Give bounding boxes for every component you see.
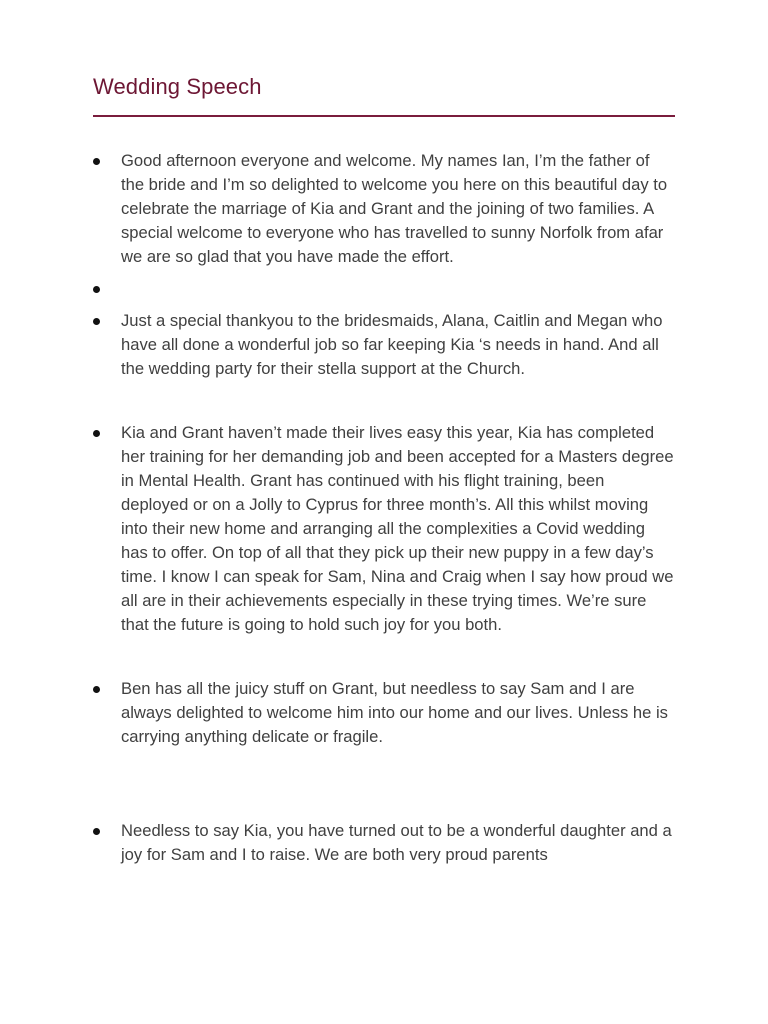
list-item-achievements [93,421,675,637]
paragraph-text: Just a special thankyou to the bridesmaids, Alana, Caitlin and Megan who have all done a wonderful job so far keeping Kia ‘s needs in hand. And all the wedding party for their stella support at the Church. [121,311,663,378]
list-item-welcome [93,149,675,269]
bullet-icon [93,286,100,293]
title-underline-divider [93,115,675,117]
paragraph-text: Needless to say Kia, you have turned out to be a wonderful daughter and a joy for Sam and I to raise. We are both very proud parents [121,821,672,864]
list-item-kia [93,819,675,867]
document-title: Wedding Speech [93,74,262,99]
bullet-icon [93,158,100,165]
bullet-icon [93,828,100,835]
paragraph-text: Good afternoon everyone and welcome. My names Ian, I’m the father of the bride and I’m so delighted to welcome you here on this beautiful day to celebrate the marriage of Kia and Grant and the joining of two families. A special welcome to everyone who has travelled to sunny Norfolk from afar we are so glad that you have made the effort. [121,151,668,266]
paragraph-text: Kia and Grant haven’t made their lives easy this year, Kia has completed her training for her demanding job and been accepted for a Masters degree in Mental Health. Grant has continued with his flight training, been deployed or on a Jolly to Cyprus for three month’s. All this whilst moving into their new home and arranging all the complexities a Covid wedding has to offer. On top of all that they pick up their new puppy in a few day’s time. I know I can speak for Sam, Nina and Craig when I say how proud we all are in their achievements especially in these trying times. We’re sure that the future is going to hold such joy for you both. [121,423,674,634]
paragraph-text: Ben has all the juicy stuff on Grant, but needless to say Sam and I are always delighted to welcome him into our home and our lives. Unless he is carrying anything delicate or fragile. [121,679,668,746]
bullet-icon [93,318,100,325]
speech-bullet-list [93,149,675,867]
list-item-ben [93,677,675,749]
bullet-icon [93,430,100,437]
list-item-empty [93,277,675,301]
list-item-bridesmaids [93,309,675,381]
bullet-icon [93,686,100,693]
